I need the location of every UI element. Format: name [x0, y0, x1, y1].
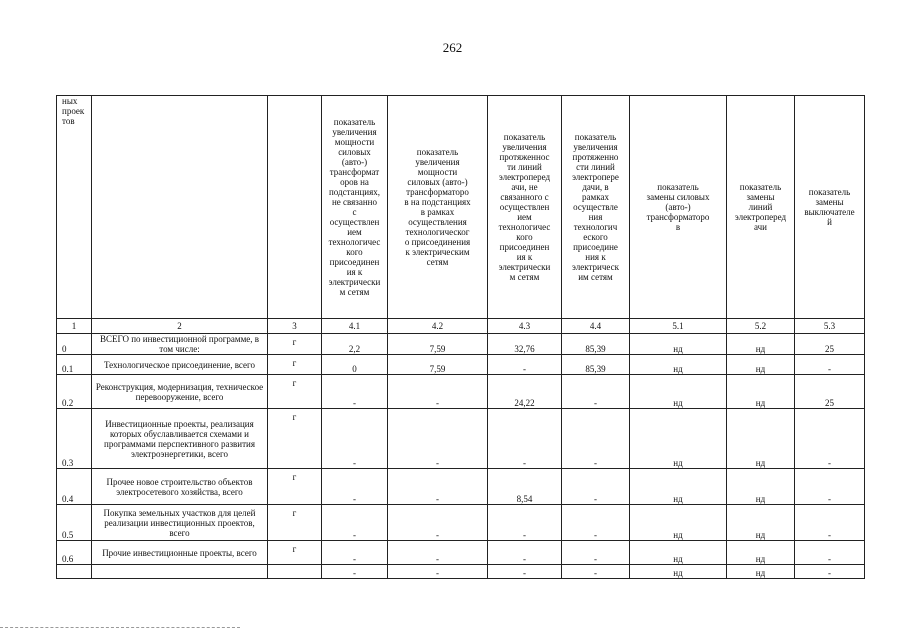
- row-name: Покупка земельных участков для целей реализации инвестиционных проектов, всего: [92, 505, 268, 541]
- value-4-2: -: [388, 541, 488, 565]
- value-4-4: 85,39: [562, 334, 630, 355]
- value-4-2: -: [388, 505, 488, 541]
- value-4-3: -: [488, 541, 562, 565]
- value-5-1: нд: [630, 505, 727, 541]
- row-name: [92, 565, 268, 579]
- value-4-1: -: [322, 375, 388, 409]
- column-number: 4.2: [388, 319, 488, 334]
- column-number: 4.4: [562, 319, 630, 334]
- row-code: 0.6: [57, 541, 92, 565]
- row-name: Прочие инвестиционные проекты, всего: [92, 541, 268, 565]
- value-5-1: нд: [630, 334, 727, 355]
- table-row: [57, 409, 865, 469]
- value-4-4: -: [562, 409, 630, 469]
- value-4-4: -: [562, 505, 630, 541]
- header-cell-4-1: показатель увеличения мощности силовых (авто-) трансформат оров на подстанциях, не связанно с осуществлен ием технологичес кого присоединен ия к электрически м сетям: [322, 96, 388, 319]
- row-unit: г: [268, 505, 322, 541]
- column-number: 2: [92, 319, 268, 334]
- table-row: [57, 565, 865, 579]
- value-5-3: -: [795, 565, 865, 579]
- row-unit: г: [268, 541, 322, 565]
- row-unit: г: [268, 469, 322, 505]
- value-5-1: нд: [630, 565, 727, 579]
- row-code: 0.1: [57, 355, 92, 375]
- value-5-2: нд: [727, 334, 795, 355]
- value-4-3: -: [488, 565, 562, 579]
- column-number: 1: [57, 319, 92, 334]
- value-5-2: нд: [727, 541, 795, 565]
- table-row: [57, 334, 865, 355]
- row-code: 0.3: [57, 409, 92, 469]
- value-5-2: нд: [727, 469, 795, 505]
- value-4-3: -: [488, 409, 562, 469]
- value-4-4: 85,39: [562, 355, 630, 375]
- value-5-3: 25: [795, 334, 865, 355]
- value-4-1: 2,2: [322, 334, 388, 355]
- value-4-4: -: [562, 469, 630, 505]
- row-name: ВСЕГО по инвестиционной программе, в том числе:: [92, 334, 268, 355]
- row-unit: г: [268, 375, 322, 409]
- header-cell-2: [92, 96, 268, 319]
- row-name: Прочее новое строительство объектов электросетевого хозяйства, всего: [92, 469, 268, 505]
- row-code: 0.5: [57, 505, 92, 541]
- value-5-1: нд: [630, 375, 727, 409]
- header-row: [57, 96, 865, 319]
- value-5-2: нд: [727, 505, 795, 541]
- value-5-2: нд: [727, 409, 795, 469]
- column-number-row: [57, 319, 865, 334]
- value-5-1: нд: [630, 541, 727, 565]
- value-4-2: -: [388, 409, 488, 469]
- value-4-3: 8,54: [488, 469, 562, 505]
- value-4-4: -: [562, 541, 630, 565]
- value-5-2: нд: [727, 565, 795, 579]
- row-name: Технологическое присоединение, всего: [92, 355, 268, 375]
- value-4-2: 7,59: [388, 334, 488, 355]
- row-code: 0.2: [57, 375, 92, 409]
- value-4-1: 0: [322, 355, 388, 375]
- investment-indicators-table: [56, 95, 865, 579]
- header-cell-1: ных проек тов: [57, 96, 92, 319]
- column-number: 4.3: [488, 319, 562, 334]
- value-5-2: нд: [727, 375, 795, 409]
- value-5-1: нд: [630, 469, 727, 505]
- table-row: [57, 355, 865, 375]
- column-number: 3: [268, 319, 322, 334]
- value-5-3: -: [795, 409, 865, 469]
- value-4-1: -: [322, 469, 388, 505]
- value-4-2: -: [388, 565, 488, 579]
- column-number: 5.2: [727, 319, 795, 334]
- value-4-4: -: [562, 375, 630, 409]
- value-5-3: -: [795, 505, 865, 541]
- value-4-1: -: [322, 505, 388, 541]
- value-4-3: -: [488, 355, 562, 375]
- value-4-4: -: [562, 565, 630, 579]
- row-code: 0.4: [57, 469, 92, 505]
- value-5-3: -: [795, 469, 865, 505]
- row-unit: [268, 565, 322, 579]
- row-unit: г: [268, 334, 322, 355]
- page-footer-rule: [0, 627, 240, 629]
- value-4-2: -: [388, 469, 488, 505]
- header-cell-4-4: показатель увеличения протяженно сти линий электропере дачи, в рамках осуществле ния технологич еского присоедине ния к электрическ им сетям: [562, 96, 630, 319]
- column-number: 5.1: [630, 319, 727, 334]
- header-cell-5-2: показатель замены линий электроперед ачи: [727, 96, 795, 319]
- page-number: 262: [442, 40, 463, 55]
- table-row: [57, 505, 865, 541]
- value-4-2: -: [388, 375, 488, 409]
- value-5-3: -: [795, 355, 865, 375]
- row-code: [57, 565, 92, 579]
- value-4-2: 7,59: [388, 355, 488, 375]
- value-4-3: -: [488, 505, 562, 541]
- header-cell-4-3: показатель увеличения протяженнос ти линий электроперед ачи, не связанного с осуществлен ием технологичес кого присоединен ия к электрически м сетям: [488, 96, 562, 319]
- table-row: [57, 469, 865, 505]
- table-row: [57, 541, 865, 565]
- header-cell-4-2: показатель увеличения мощности силовых (авто-) трансформаторо в на подстанциях в рамках осуществления технологическог о присоединения к электрическим сетям: [388, 96, 488, 319]
- header-cell-5-1: показатель замены силовых (авто-) трансформаторо в: [630, 96, 727, 319]
- table-row: [57, 375, 865, 409]
- header-cell-5-3: показатель замены выключателе й: [795, 96, 865, 319]
- value-4-1: -: [322, 409, 388, 469]
- value-5-1: нд: [630, 409, 727, 469]
- column-number: 4.1: [322, 319, 388, 334]
- column-number: 5.3: [795, 319, 865, 334]
- value-5-3: 25: [795, 375, 865, 409]
- value-4-1: -: [322, 541, 388, 565]
- value-5-2: нд: [727, 355, 795, 375]
- value-4-1: -: [322, 565, 388, 579]
- row-unit: г: [268, 409, 322, 469]
- row-unit: г: [268, 355, 322, 375]
- row-code: 0: [57, 334, 92, 355]
- value-4-3: 24,22: [488, 375, 562, 409]
- row-name: Реконструкция, модернизация, техническое перевооружение, всего: [92, 375, 268, 409]
- value-5-3: -: [795, 541, 865, 565]
- header-cell-3: [268, 96, 322, 319]
- value-4-3: 32,76: [488, 334, 562, 355]
- table-body: [57, 334, 865, 579]
- row-name: Инвестиционные проекты, реализация которых обуславливается схемами и программами перспективного развития электроэнергетики, всего: [92, 409, 268, 469]
- value-5-1: нд: [630, 355, 727, 375]
